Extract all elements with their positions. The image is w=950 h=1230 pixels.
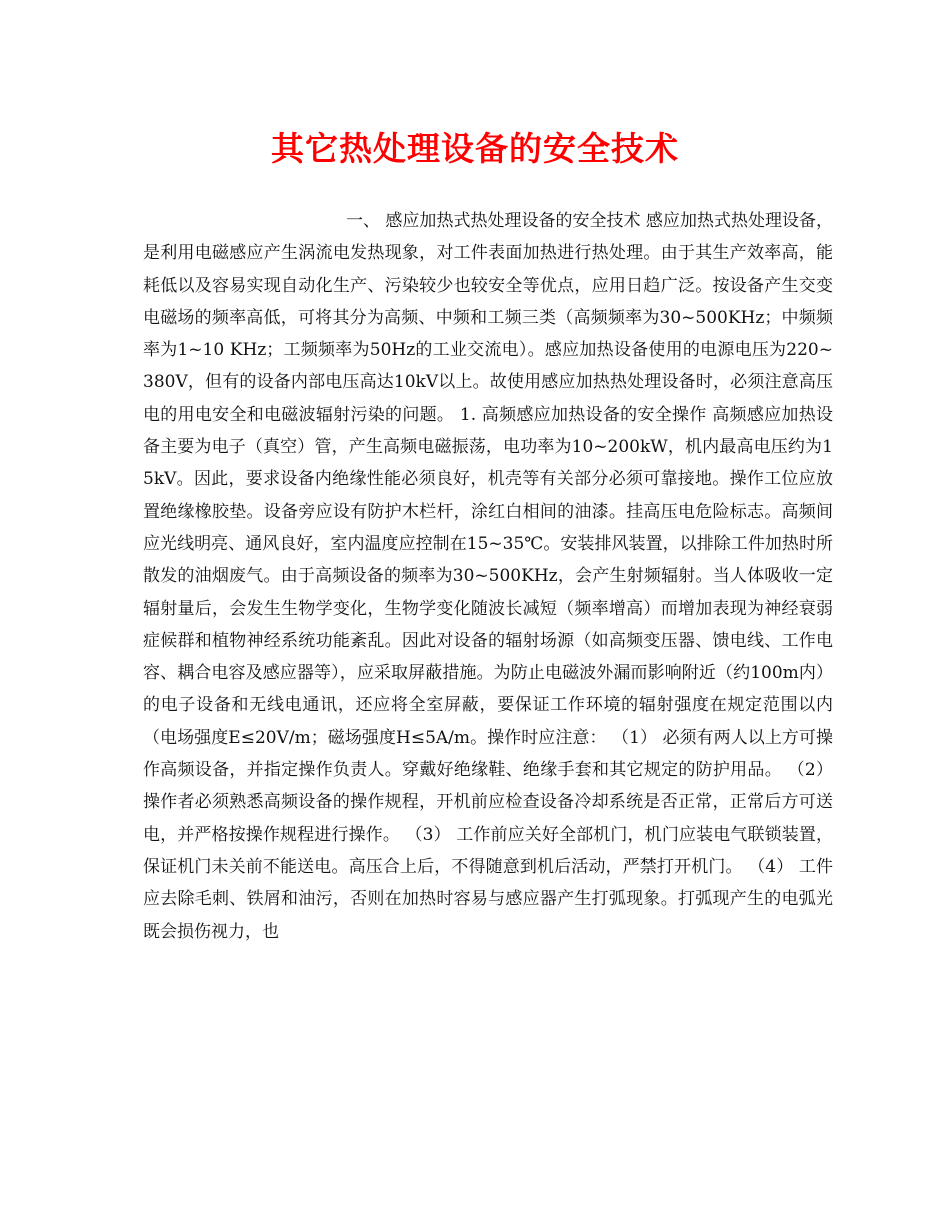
document-title: 其它热处理设备的安全技术 bbox=[271, 129, 679, 168]
document-body: 一、 感应加热式热处理设备的安全技术 感应加热式热处理设备，是利用电磁感应产生涡流电发热现象，对工件表面加热进行热处理。由于其生产效率高，能耗低以及容易实现自动化生产、污染较少也较安全等优点，应用日趋广泛。按设备产生交变电磁场的频率高低，可将其分为高频、中频和工频三类（高频频率为30~500KHz；中频频率为1~10 KHz；工频频率为50Hz的工业交流电）。感应加热设备使用的电源电压为220~380V，但有的设备内部电压高达10kV以上。故使用感应加热热处理设备时，必须注意高压电的用电安全和电磁波辐射污染的问题。 1. 高频感应加热设备的安全操作 高频感应加热设备主要为电子（真空）管，产生高频电磁振荡，电功率为10~200kW，机内最高电压约为15kV。因此，要求设备内绝缘性能必须良好，机壳等有关部分必须可靠接地。操作工位应放置绝缘橡胶垫。设备旁应设有防护木栏杆，涂红白相间的油漆。挂高压电危险标志。高频间应光线明亮、通风良好，室内温度应控制在15~35℃。安装排风装置，以排除工件加热时所散发的油烟废气。由于高频设备的频率为30~500KHz，会产生射频辐射。当人体吸收一定辐射量后，会发生生物学变化，生物学变化随波长减短（频率增高）而增加表现为神经衰弱症候群和植物神经系统功能紊乱。因此对设备的辐射场源（如高频变压器、馈电线、工作电容、耦合电容及感应器等），应采取屏蔽措施。为防止电磁波外漏而影响附近（约100m内）的电子设备和无线电通讯，还应将全室屏蔽，要保证工作环境的辐射强度在规定范围以内（电场强度E≤20V/m；磁场强度H≤5A/m。操作时应注意： （1） 必须有两人以上方可操作高频设备，并指定操作负责人。穿戴好绝缘鞋、绝缘手套和其它规定的防护用品。 （2） 操作者必须熟悉高频设备的操作规程，开机前应检查设备冷却系统是否正常，正常后方可送电，并严格按操作规程进行操作。 （3） 工作前应关好全部机门，机门应装电气联锁装置，保证机门未关前不能送电。高压合上后，不得随意到机后活动，严禁打开机门。 （4） 工件应去除毛刺、铁屑和油污，否则在加热时容易与感应器产生打弧现象。打弧现产生的电弧光既会损伤视力，也 bbox=[143, 211, 833, 942]
